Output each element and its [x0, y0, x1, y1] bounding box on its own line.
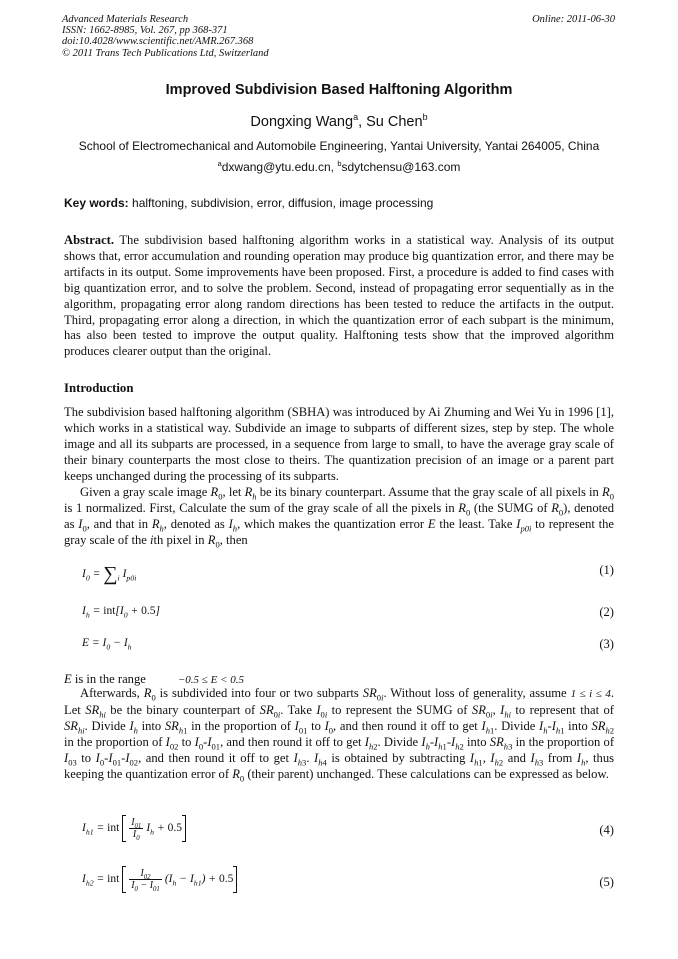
equation-number: (2) — [599, 605, 614, 619]
author-list — [0, 114, 678, 130]
email-address: sdytchensu@163.com — [341, 160, 461, 174]
author-emails — [0, 160, 678, 174]
equation-4: $I_{h1}$ = int $\frac{I_{01}}{I_0}$ $I_h + 0.5$ (4) — [82, 817, 614, 842]
affiliation: School of Electromechanical and Automobile Engineering, Yantai University, Yantai 264005, China — [78, 139, 600, 153]
intro-paragraph-1: The subdivision based halftoning algorithm (SBHA) was introduced by Ai Zhuming and Wei Yu in 1996 [1], which works in a statistical way. Subdivide an image to subparts of different sizes, step by step. The whole image and all its subparts are processed, in a sequence from large to small, to have the average gray scale of their binary counterparts the most close to theirs. The quantization precision of an image or a parent part keeps unchanged during the processing of its subparts. — [64, 405, 614, 483]
email-address: dxwang@ytu.edu.cn — [221, 160, 331, 174]
equation-number: (4) — [599, 823, 614, 837]
journal-issn: ISSN: 1662-8985, Vol. 267, pp 368-371 — [62, 25, 228, 37]
equation-number: (1) — [599, 563, 614, 577]
online-date: Online: 2011-06-30 — [532, 14, 615, 25]
email-superscript: b — [337, 159, 342, 168]
keywords-label: Key words: — [64, 196, 129, 210]
intro-paragraph-3: Afterwards, $R_0$ is subdivided into four or two subparts $SR_{0i}$. Without loss of generality, assume 1 ≤ i ≤ 4. Let $SR_{hi}$ be the binary counterpart of $SR_{0i}$. Take $I_{0i}$ to represent the SUMG of $SR_{0i}$, $I_{hi}$ to represent that of $SR_{hi}$. Divide $I_h$ into $SR_{h1}$ in the proportion of $I_{01}$ to $I_0$, and then round it off to get $I_{h1}$. Divide $I_h-I_{h1}$ into $SR_{h2}$ in the proportion of $I_{02}$ to $I_0-I_{01}$, and then round it off to get $I_{h2}$. Divide $I_h-I_{h1}-I_{h2}$ into $SR_{h3}$ in the proportion of $I_{03}$ to $I_0-I_{01}-I_{02}$, and then round it off to get $I_{h3}$. $I_{h4}$ is obtained by subtracting $I_{h1}$, $I_{h2}$ and $I_{h3}$ from $I_h$, thus keeping the quantization error of $R_0$ (their parent) unchanged. These calculations can be expressed as below. — [64, 686, 615, 784]
keywords-text: halftoning, subdivision, error, diffusion, image processing — [128, 196, 434, 210]
equation-1: $I_0 = \sum_i$ $I_{p0i}$ (1) — [82, 563, 614, 585]
section-heading: Introduction — [64, 381, 134, 395]
range-statement: E is in the range −0.5 ≤ E < 0.5 — [64, 672, 244, 686]
author-name: Dongxing Wang — [250, 114, 354, 130]
paper-title: Improved Subdivision Based Halftoning Algorithm — [165, 82, 513, 98]
equation-2: $I_h = int[I_0 + 0.5]$ (2) — [82, 605, 614, 620]
journal-copyright: © 2011 Trans Tech Publications Ltd, Switzerland — [62, 47, 269, 59]
equation-number: (3) — [599, 637, 614, 651]
abstract-text: The subdivision based halftoning algorithm works in a statistical way. Analysis of its output shows that, error accumulation and rounding operation may produce big quantization error, and there may be artifacts in its output. Some improvements have been proposed. First, a procedure is added to find cases with big quantization error, and to solve the problem. Second, instead of propagating error sequentially as in the algorithm, propagating error along random directions has been tested to reduce the artifacts in the output. Third, propagating error along a direction, in which the quantization error of each subpart is the minimum, has also been tested to improve the output quality. Halftoning tests show that the improved algorithm produces clearer output than the original. — [64, 233, 614, 359]
equation-3: $E = I_0 - I_h$ (3) — [82, 637, 614, 652]
journal-header — [62, 14, 269, 59]
equation-5: $I_{h2}$ = int $\frac{I_{02}}{I_0 - I_{01}}$ $(I_h - I_{h1}) + 0.5$ (5) — [82, 868, 614, 893]
abstract-label: Abstract. — [64, 233, 115, 247]
equation-number: (5) — [599, 875, 614, 889]
keywords-line — [64, 196, 433, 210]
author-superscript: b — [422, 112, 428, 123]
author-superscript: a — [353, 112, 359, 123]
journal-doi: doi:10.4028/www.scientific.net/AMR.267.368 — [62, 36, 254, 48]
email-separator: , — [330, 160, 338, 174]
author-name: Su Chen — [366, 114, 423, 130]
intro-paragraph-2: Given a gray scale image $R_0$, let $R_h$ be its binary counterpart. Assume that the gray scale of all pixels in $R_0$ is 1 normalized. First, Calculate the sum of the gray scale of all the pixels in $R_0$ (the SUMG of $R_0$), denoted as $I_0$, and that in $R_h$, denoted as $I_h$, which makes the quantization error E the least. Take $I_{p0i}$ to represent the gray scale of the ith pixel in $R_0$, then — [64, 485, 615, 550]
author-separator: , — [358, 114, 367, 130]
abstract-paragraph — [64, 233, 614, 360]
journal-name: Advanced Materials Research — [62, 14, 189, 25]
email-superscript: a — [217, 159, 222, 168]
